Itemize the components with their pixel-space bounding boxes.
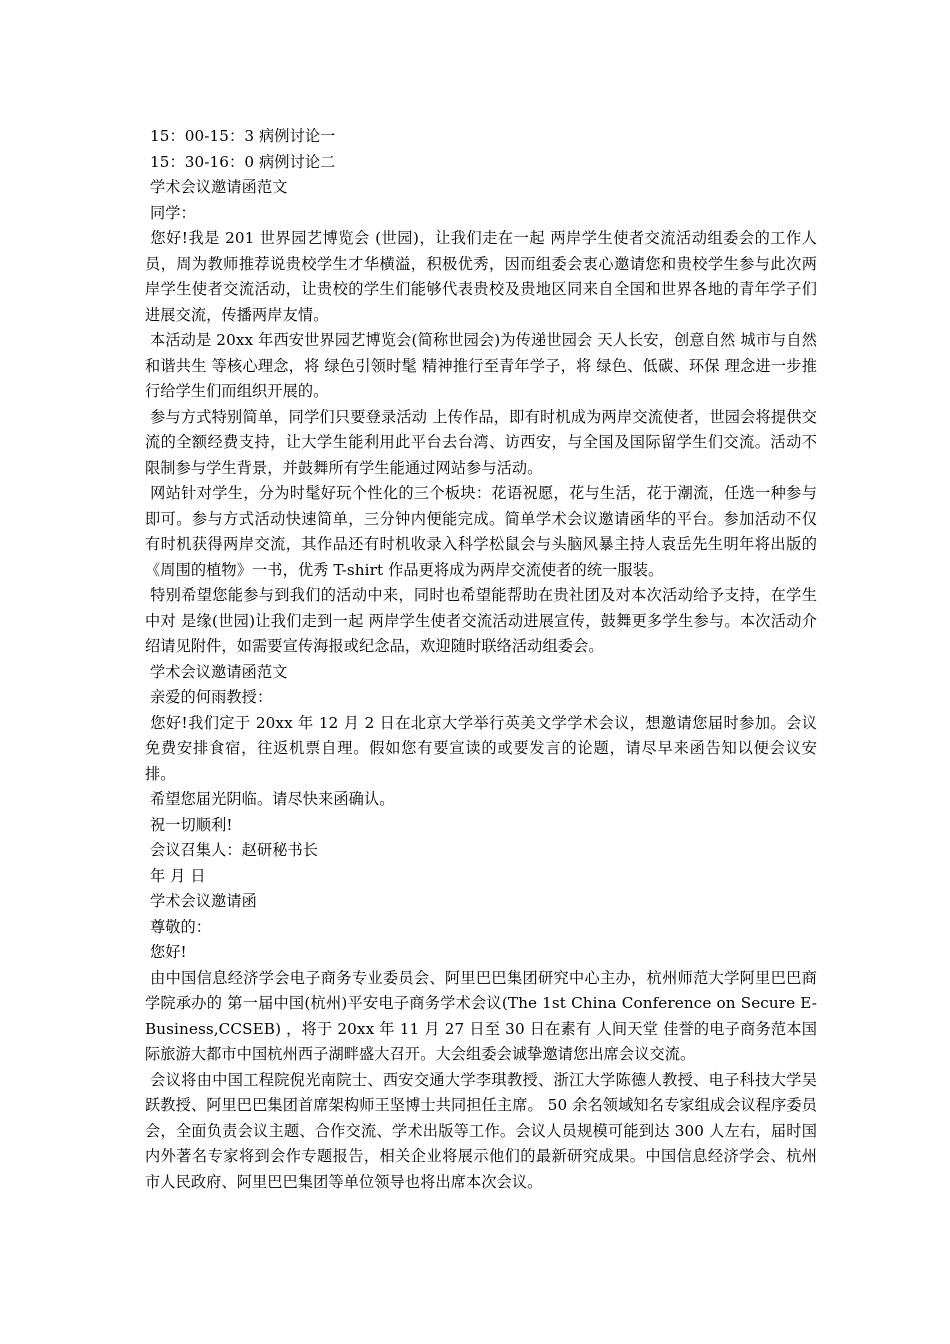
paragraph: 参与方式特别简单，同学们只要登录活动 上传作品，即有时机成为两岸交流使者，世园会将提供交流的全额经费支持，让大学生能利用此平台去台湾、访西安，与全国及国际留学生们交流。活动不限制参与学生背景，并鼓舞所有学生能通过网站参与活动。 [145,407,817,477]
section-heading-3: 学术会议邀请函 [145,892,257,910]
paragraph: 会议将由中国工程院倪光南院士、西安交通大学李琪教授、浙江大学陈德人教授、电子科技大学吴跃教授、阿里巴巴集团首席架构师王坚博士共同担任主席。 50 余名领域知名专家组成会议程序委员会，全面负责会议主题、合作交流、学术出版等工作。会议人员规模可能到达 300 人左右，届时国内外著名专家将到会作专题报告，相关企业将展示他们的最新研究成果。中国信息经济学会、杭州市人民政府、阿里巴巴集团等单位领导也将出席本次会议。 [145,1070,817,1191]
convener-line: 会议召集人：赵研秘书长 [145,841,319,859]
paragraph: 特别希望您能参与到我们的活动中来，同时也希望能帮助在贵社团及对本次活动给予支持，在学生中对 是缘(世园)让我们走到一起 两岸学生使者交流活动进展宣传，鼓舞更多学生参与。本次活动介绍请见附件，如需要宣传海报或纪念品，欢迎随时联络活动组委会。 [145,586,817,655]
paragraph: 您好!我是 201 世界园艺博览会 (世园)，让我们走在一起 两岸学生使者交流活动组委会的工作人员，周为教师推荐说贵校学生才华横溢，积极优秀，因而组委会衷心邀请您和贵校学生参与此次两岸学生使者交流活动，让贵校的学生们能够代表贵校及贵地区同来自全国和世界各地的青年学子们进展交流，传播两岸友情。 [145,229,817,324]
document-body [145,124,817,1195]
paragraph: 网站针对学生，分为时髦好玩个性化的三个板块：花语祝愿，花与生活，花于潮流，任选一种参与即可。参与方式活动快速简单，三分钟内便能完成。简单学术会议邀请函华的平台。参加活动不仅有时机获得两岸交流，其作品还有时机收录入科学松鼠会与头脑风暴主持人袁岳先生明年将出版的《周围的植物》一书，优秀 T-shirt 作品更将成为两岸交流使者的统一服装。 [145,484,817,579]
closing-wish: 祝一切顺利! [145,815,233,834]
salutation-3: 尊敬的： [145,917,212,936]
salutation-1: 同学： [145,203,196,222]
section-heading-2: 学术会议邀请函范文 [145,662,288,681]
section-heading-1: 学术会议邀请函范文 [145,178,288,196]
paragraph: 本活动是 20xx 年西安世界园艺博览会(简称世园会)为传递世园会 天人长安，创意自然 城市与自然和谐共生 等核心理念，将 绿色引领时髦 精神推行至青年学子，将 绿色、低碳、环保 理念进一步推行给学生们而组织开展的。 [145,331,817,400]
schedule-line-1: 15：00-15：3 病例讨论一 [145,127,336,145]
paragraph: 由中国信息经济学会电子商务专业委员会、阿里巴巴集团研究中心主办，杭州师范大学阿里巴巴商学院承办的 第一届中国(杭州)平安电子商务学术会议(The 1st China Conference on Secure E-Business,CCSEB) ，将于 20xx 年 11 月 27 日至 30 日在素有 人间天堂 佳誉的电子商务范本国际旅游大都市中国杭州西子湖畔盛大召开。大会组委会诚挚邀请您出席会议交流。 [145,968,817,1063]
paragraph: 您好!我们定于 20xx 年 12 月 2 日在北京大学举行英美文学学术会议，想邀请您届时参加。会议免费安排食宿，往返机票自理。假如您有要宣读的或要发言的论题，请尽早来函告知以便会议安排。 [145,713,817,783]
paragraph: 希望您届光阴临。请尽快来函确认。 [145,790,395,808]
salutation-2: 亲爱的何雨教授： [145,688,273,706]
greeting-line: 您好! [145,943,187,961]
date-line: 年 月 日 [145,866,206,885]
schedule-line-2: 15：30-16：0 病例讨论二 [145,152,336,171]
